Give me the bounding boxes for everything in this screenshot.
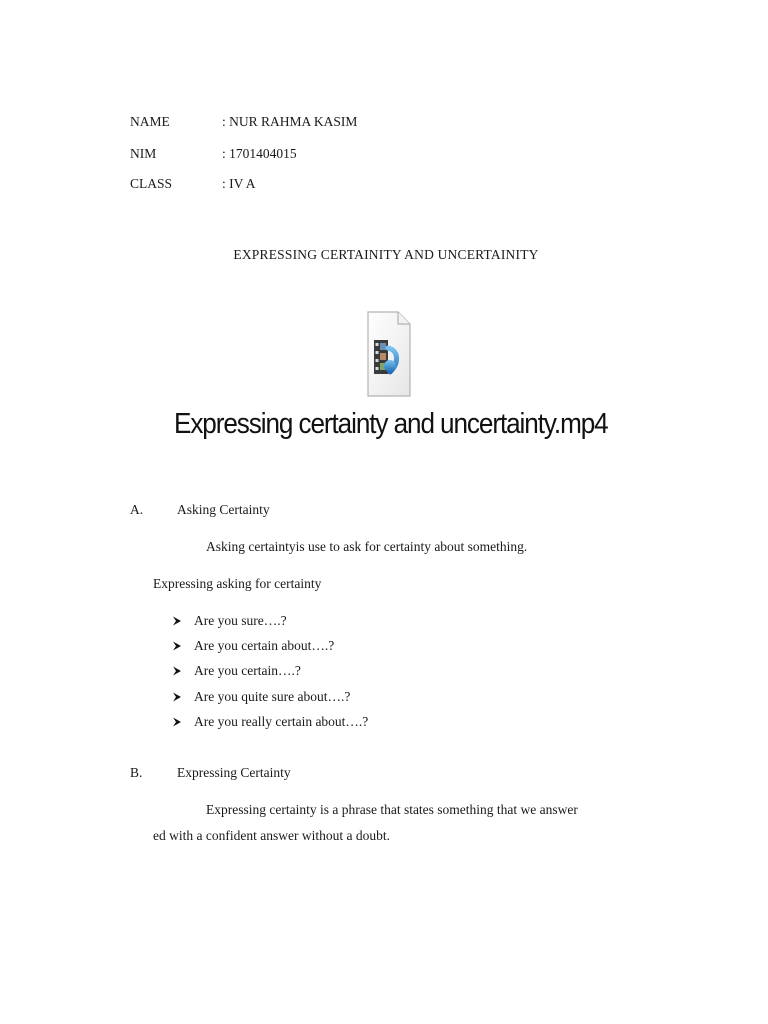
section-a-paragraph: Asking certaintyis use to ask for certainty about something. xyxy=(206,539,528,554)
class-value: : IV A xyxy=(222,176,256,191)
arrow-bullet-icon xyxy=(172,641,182,651)
list-item xyxy=(172,714,368,730)
section-a-subheading: Expressing asking for certainty xyxy=(153,576,322,591)
section-b-heading: Expressing Certainty xyxy=(177,765,291,780)
arrow-bullet-icon xyxy=(172,666,182,676)
section-b-paragraph-line2: ed with a confident answer without a doubt. xyxy=(153,828,390,843)
bullet-text: Are you really certain about….? xyxy=(194,714,369,729)
name-value: : NUR RAHMA KASIM xyxy=(222,114,358,129)
list-item xyxy=(172,613,287,629)
list-item xyxy=(172,638,334,654)
section-b-paragraph-line1: Expressing certainty is a phrase that states something that we answer xyxy=(206,802,578,817)
section-b-letter: B. xyxy=(130,765,143,780)
section-a-heading: Asking Certainty xyxy=(177,502,270,517)
document-title: EXPRESSING CERTAINITY AND UNCERTAINITY xyxy=(233,247,539,262)
arrow-bullet-icon xyxy=(172,616,182,626)
arrow-bullet-icon xyxy=(172,692,182,702)
list-item xyxy=(172,689,350,705)
embedded-file-caption: Expressing certainty and uncertainty.mp4 xyxy=(174,408,608,440)
nim-label: NIM xyxy=(130,146,157,161)
section-a-letter: A. xyxy=(130,502,144,517)
bullet-text: Are you certain….? xyxy=(194,663,301,678)
class-label: CLASS xyxy=(130,176,173,191)
list-item xyxy=(172,663,301,679)
name-label: NAME xyxy=(130,114,170,129)
video-file-icon xyxy=(364,310,414,400)
bullet-text: Are you certain about….? xyxy=(194,638,335,653)
nim-value: : 1701404015 xyxy=(222,146,297,161)
bullet-text: Are you quite sure about….? xyxy=(194,689,351,704)
bullet-text: Are you sure….? xyxy=(194,613,287,628)
embedded-video-file[interactable] xyxy=(150,305,630,455)
arrow-bullet-icon xyxy=(172,717,182,727)
